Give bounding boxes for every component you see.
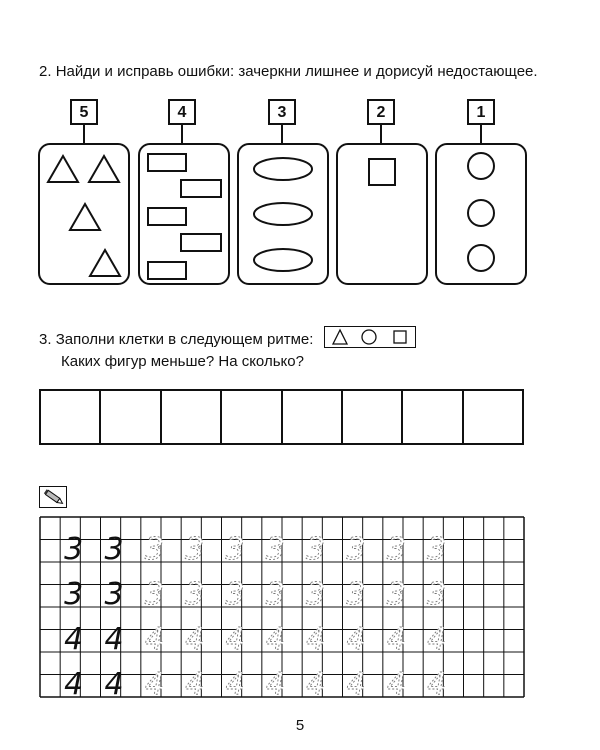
digit-4-trace: 4 (306, 622, 326, 657)
circle-icon (362, 330, 376, 344)
digit-4-trace: 4 (427, 622, 447, 657)
digit-3-trace: 3 (225, 532, 245, 567)
digit-3-trace: 3 (346, 532, 366, 567)
digit-4-trace: 4 (185, 667, 205, 702)
card-3-number: 3 (268, 99, 296, 125)
answer-cells-row (39, 389, 524, 445)
digit-4-sample: 4 (104, 667, 124, 702)
digit-4-trace: 4 (346, 622, 366, 657)
digit-3-sample: 3 (64, 532, 84, 567)
card-2-number: 4 (168, 99, 196, 125)
digit-4-trace: 4 (225, 667, 245, 702)
digit-3-trace: 3 (427, 532, 447, 567)
digit-4-trace: 4 (144, 622, 164, 657)
answer-cell[interactable] (343, 391, 403, 443)
digit-4-sample: 4 (104, 622, 124, 657)
square-icon (394, 331, 406, 343)
digit-3-trace: 3 (144, 532, 164, 567)
digit-3-trace: 3 (306, 577, 326, 612)
digit-3-sample: 3 (104, 532, 124, 567)
digit-4-trace: 4 (386, 622, 406, 657)
digit-4-trace: 4 (346, 667, 366, 702)
digit-4-trace: 4 (265, 667, 285, 702)
answer-cell[interactable] (41, 391, 101, 443)
answer-cell[interactable] (464, 391, 522, 443)
task2-text: Найди и исправь ошибки: зачеркни лишнее и дорисуй недостающее. (55, 63, 538, 80)
card-5-number: 1 (467, 99, 495, 125)
digit-3-trace: 3 (225, 577, 245, 612)
card-4-number: 2 (367, 99, 395, 125)
digit-4-trace: 4 (306, 667, 326, 702)
pencil-icon (40, 487, 68, 509)
digit-3-trace: 3 (185, 532, 205, 567)
digit-4-sample: 4 (64, 622, 84, 657)
digit-3-sample: 3 (104, 577, 124, 612)
digit-3-trace: 3 (265, 532, 285, 567)
pencil-box (39, 486, 67, 508)
digit-3-trace: 3 (306, 532, 326, 567)
answer-cell[interactable] (283, 391, 343, 443)
page-number: 5 (295, 717, 305, 734)
digit-4-trace: 4 (144, 667, 164, 702)
task3-instruction: Заполни клетки в следующем ритме: (55, 331, 314, 348)
answer-cell[interactable] (101, 391, 161, 443)
digit-3-trace: 3 (386, 577, 406, 612)
digit-4-trace: 4 (427, 667, 447, 702)
answer-cell[interactable] (222, 391, 282, 443)
handwriting-grid[interactable] (40, 517, 524, 702)
answer-cell[interactable] (403, 391, 463, 443)
digit-4-trace: 4 (386, 667, 406, 702)
digit-4-trace: 4 (185, 622, 205, 657)
task3-number: 3. (39, 331, 52, 348)
digit-3-trace: 3 (386, 532, 406, 567)
answer-cell[interactable] (162, 391, 222, 443)
digit-3-trace: 3 (185, 577, 205, 612)
digit-3-trace: 3 (144, 577, 164, 612)
triangle-icon (333, 330, 347, 344)
digit-4-sample: 4 (64, 667, 84, 702)
digit-3-sample: 3 (64, 577, 84, 612)
digit-3-trace: 3 (265, 577, 285, 612)
card-1-number: 5 (70, 99, 98, 125)
task3-line2: Каких фигур меньше? На сколько? (61, 353, 304, 370)
digit-3-trace: 3 (346, 577, 366, 612)
digit-4-trace: 4 (265, 622, 285, 657)
task2-number: 2. (39, 63, 52, 80)
digit-4-trace: 4 (225, 622, 245, 657)
digit-3-trace: 3 (427, 577, 447, 612)
